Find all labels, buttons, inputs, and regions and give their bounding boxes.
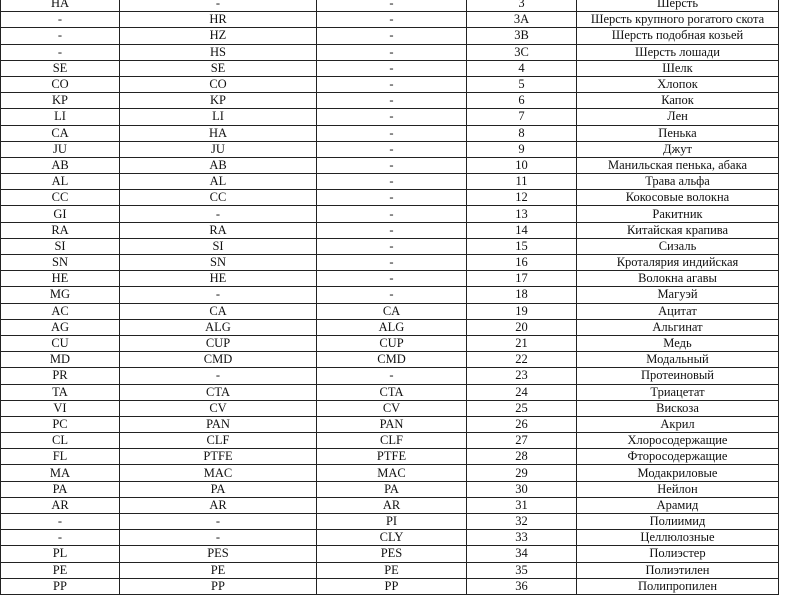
number-cell: 4 (467, 60, 577, 76)
code-col-1: CC (1, 190, 120, 206)
code-col-2: - (120, 206, 317, 222)
code-col-1: FL (1, 449, 120, 465)
table-row (1, 157, 779, 173)
code-col-2: - (120, 0, 317, 12)
table-row (1, 238, 779, 254)
code-col-1: CU (1, 335, 120, 351)
code-col-1: HE (1, 271, 120, 287)
code-col-1: CL (1, 433, 120, 449)
code-col-2: - (120, 287, 317, 303)
fiber-name-cell: Полипропилен (577, 578, 779, 594)
code-col-1: AL (1, 174, 120, 190)
fiber-name-cell: Джут (577, 141, 779, 157)
code-col-2: CC (120, 190, 317, 206)
code-col-1: MA (1, 465, 120, 481)
table-row (1, 141, 779, 157)
code-col-3: - (317, 174, 467, 190)
code-col-1: PA (1, 481, 120, 497)
code-col-1: CO (1, 76, 120, 92)
number-cell: 18 (467, 287, 577, 303)
code-col-3: - (317, 190, 467, 206)
fiber-name-cell: Китайская крапива (577, 222, 779, 238)
code-col-1: SE (1, 60, 120, 76)
code-col-2: AB (120, 157, 317, 173)
code-col-1: JU (1, 141, 120, 157)
table-row (1, 384, 779, 400)
number-cell: 19 (467, 303, 577, 319)
code-col-3: - (317, 206, 467, 222)
table-row (1, 93, 779, 109)
number-cell: 27 (467, 433, 577, 449)
fiber-name-cell: Шерсть подобная козьей (577, 28, 779, 44)
number-cell: 20 (467, 319, 577, 335)
code-col-1: SN (1, 255, 120, 271)
table-row (1, 319, 779, 335)
table-row (1, 368, 779, 384)
number-cell: 30 (467, 481, 577, 497)
fiber-name-cell: Хлоросодержащие (577, 433, 779, 449)
code-col-1: PL (1, 546, 120, 562)
number-cell: 24 (467, 384, 577, 400)
fiber-name-cell: Сизаль (577, 238, 779, 254)
number-cell: 16 (467, 255, 577, 271)
table-row (1, 416, 779, 432)
code-col-2: HZ (120, 28, 317, 44)
table-row (1, 44, 779, 60)
code-col-2: HS (120, 44, 317, 60)
code-col-3: - (317, 76, 467, 92)
table-row (1, 465, 779, 481)
code-col-1: MD (1, 352, 120, 368)
code-col-1: AR (1, 497, 120, 513)
table-row (1, 481, 779, 497)
number-cell: 13 (467, 206, 577, 222)
fiber-name-cell: Лен (577, 109, 779, 125)
code-col-3: PE (317, 562, 467, 578)
fiber-name-cell: Целлюлозные (577, 530, 779, 546)
code-col-2: CMD (120, 352, 317, 368)
code-col-1: KP (1, 93, 120, 109)
number-cell: 14 (467, 222, 577, 238)
number-cell: 32 (467, 514, 577, 530)
code-col-2: KP (120, 93, 317, 109)
table-row (1, 12, 779, 28)
table-row (1, 174, 779, 190)
fiber-name-cell: Хлопок (577, 76, 779, 92)
number-cell: 21 (467, 335, 577, 351)
code-col-2: PES (120, 546, 317, 562)
code-col-3: - (317, 255, 467, 271)
code-col-2: AR (120, 497, 317, 513)
code-col-3: - (317, 157, 467, 173)
code-col-1: AC (1, 303, 120, 319)
fiber-name-cell: Протеиновый (577, 368, 779, 384)
code-col-3: - (317, 287, 467, 303)
code-col-2: - (120, 530, 317, 546)
code-col-1: - (1, 12, 120, 28)
number-cell: 26 (467, 416, 577, 432)
code-col-2: PA (120, 481, 317, 497)
fiber-name-cell: Трава альфа (577, 174, 779, 190)
code-col-1: MG (1, 287, 120, 303)
fiber-name-cell: Магуэй (577, 287, 779, 303)
code-col-1: - (1, 28, 120, 44)
table-row (1, 109, 779, 125)
code-col-3: - (317, 125, 467, 141)
number-cell: 25 (467, 400, 577, 416)
code-col-2: SI (120, 238, 317, 254)
code-col-3: CLY (317, 530, 467, 546)
fiber-name-cell: Полиимид (577, 514, 779, 530)
code-col-1: TA (1, 384, 120, 400)
fiber-name-cell: Арамид (577, 497, 779, 513)
fiber-name-cell: Шерсть крупного рогатого скота (577, 12, 779, 28)
fiber-name-cell: Модальный (577, 352, 779, 368)
fiber-name-cell: Пенька (577, 125, 779, 141)
code-col-3: - (317, 368, 467, 384)
number-cell: 3 (467, 0, 577, 12)
fiber-name-cell: Модакриловые (577, 465, 779, 481)
table-row (1, 449, 779, 465)
code-col-2: CLF (120, 433, 317, 449)
table-row (1, 190, 779, 206)
code-col-2: HA (120, 125, 317, 141)
code-col-3: - (317, 109, 467, 125)
number-cell: 28 (467, 449, 577, 465)
fiber-name-cell: Фторосодержащие (577, 449, 779, 465)
table-row (1, 433, 779, 449)
table-row (1, 352, 779, 368)
code-col-2: - (120, 514, 317, 530)
number-cell: 8 (467, 125, 577, 141)
table-row (1, 287, 779, 303)
fiber-name-cell: Ацитат (577, 303, 779, 319)
code-col-3: AR (317, 497, 467, 513)
code-col-1: VI (1, 400, 120, 416)
fiber-name-cell: Кокосовые волокна (577, 190, 779, 206)
table-row (1, 562, 779, 578)
fiber-name-cell: Шерсть (577, 0, 779, 12)
code-col-3: CUP (317, 335, 467, 351)
number-cell: 11 (467, 174, 577, 190)
code-col-3: PTFE (317, 449, 467, 465)
table-row (1, 206, 779, 222)
code-col-2: LI (120, 109, 317, 125)
table-row (1, 335, 779, 351)
number-cell: 10 (467, 157, 577, 173)
table-row (1, 514, 779, 530)
code-col-1: RA (1, 222, 120, 238)
code-col-2: HR (120, 12, 317, 28)
number-cell: 6 (467, 93, 577, 109)
code-col-2: SN (120, 255, 317, 271)
code-col-2: CA (120, 303, 317, 319)
code-col-1: PC (1, 416, 120, 432)
code-col-1: - (1, 530, 120, 546)
code-col-3: - (317, 28, 467, 44)
fiber-name-cell: Ракитник (577, 206, 779, 222)
number-cell: 12 (467, 190, 577, 206)
number-cell: 23 (467, 368, 577, 384)
number-cell: 9 (467, 141, 577, 157)
fiber-name-cell: Триацетат (577, 384, 779, 400)
code-col-1: AB (1, 157, 120, 173)
table-row (1, 578, 779, 594)
code-col-3: - (317, 93, 467, 109)
code-col-3: PAN (317, 416, 467, 432)
code-col-2: AL (120, 174, 317, 190)
code-col-3: MAC (317, 465, 467, 481)
number-cell: 3A (467, 12, 577, 28)
fiber-name-cell: Нейлон (577, 481, 779, 497)
number-cell: 31 (467, 497, 577, 513)
number-cell: 36 (467, 578, 577, 594)
number-cell: 35 (467, 562, 577, 578)
code-col-3: PP (317, 578, 467, 594)
number-cell: 5 (467, 76, 577, 92)
code-col-2: PAN (120, 416, 317, 432)
table-row (1, 255, 779, 271)
fiber-name-cell: Медь (577, 335, 779, 351)
code-col-2: SE (120, 60, 317, 76)
fiber-name-cell: Шелк (577, 60, 779, 76)
table-row (1, 530, 779, 546)
code-col-1: HA (1, 0, 120, 12)
code-col-2: RA (120, 222, 317, 238)
code-col-3: CMD (317, 352, 467, 368)
code-col-1: SI (1, 238, 120, 254)
fiber-name-cell: Альгинат (577, 319, 779, 335)
fiber-name-cell: Волокна агавы (577, 271, 779, 287)
code-col-2: CUP (120, 335, 317, 351)
code-col-1: - (1, 44, 120, 60)
code-col-3: - (317, 271, 467, 287)
table-row (1, 303, 779, 319)
number-cell: 3C (467, 44, 577, 60)
code-col-3: PES (317, 546, 467, 562)
fiber-name-cell: Полиэстер (577, 546, 779, 562)
code-col-3: PA (317, 481, 467, 497)
number-cell: 17 (467, 271, 577, 287)
number-cell: 7 (467, 109, 577, 125)
code-col-3: - (317, 44, 467, 60)
fiber-name-cell: Капок (577, 93, 779, 109)
code-col-3: - (317, 141, 467, 157)
code-col-1: LI (1, 109, 120, 125)
code-col-3: - (317, 238, 467, 254)
code-col-1: PE (1, 562, 120, 578)
code-col-2: CTA (120, 384, 317, 400)
code-col-3: - (317, 12, 467, 28)
number-cell: 15 (467, 238, 577, 254)
code-col-2: HE (120, 271, 317, 287)
fiber-name-cell: Полиэтилен (577, 562, 779, 578)
code-col-2: JU (120, 141, 317, 157)
fiber-name-cell: Кроталярия индийская (577, 255, 779, 271)
code-col-2: - (120, 368, 317, 384)
code-col-3: - (317, 0, 467, 12)
table-row (1, 76, 779, 92)
fiber-name-cell: Шерсть лошади (577, 44, 779, 60)
table-row (1, 60, 779, 76)
code-col-3: - (317, 60, 467, 76)
table-row (1, 400, 779, 416)
code-col-2: PTFE (120, 449, 317, 465)
table-row (1, 0, 779, 12)
table-row (1, 28, 779, 44)
code-col-3: CTA (317, 384, 467, 400)
table-row (1, 497, 779, 513)
fiber-name-cell: Вискоза (577, 400, 779, 416)
code-col-2: PE (120, 562, 317, 578)
number-cell: 33 (467, 530, 577, 546)
code-col-3: ALG (317, 319, 467, 335)
number-cell: 34 (467, 546, 577, 562)
table-row (1, 222, 779, 238)
code-col-1: - (1, 514, 120, 530)
fiber-codes-table-body (1, 0, 779, 594)
code-col-1: AG (1, 319, 120, 335)
table-row (1, 546, 779, 562)
table-row (1, 271, 779, 287)
code-col-1: CA (1, 125, 120, 141)
number-cell: 22 (467, 352, 577, 368)
code-col-2: ALG (120, 319, 317, 335)
fiber-name-cell: Манильская пенька, абака (577, 157, 779, 173)
code-col-2: CO (120, 76, 317, 92)
fiber-name-cell: Акрил (577, 416, 779, 432)
number-cell: 3B (467, 28, 577, 44)
number-cell: 29 (467, 465, 577, 481)
code-col-2: MAC (120, 465, 317, 481)
table-row (1, 125, 779, 141)
code-col-3: - (317, 222, 467, 238)
code-col-3: CV (317, 400, 467, 416)
code-col-1: PR (1, 368, 120, 384)
code-col-3: CA (317, 303, 467, 319)
code-col-3: PI (317, 514, 467, 530)
code-col-1: PP (1, 578, 120, 594)
code-col-2: PP (120, 578, 317, 594)
code-col-3: CLF (317, 433, 467, 449)
code-col-1: GI (1, 206, 120, 222)
code-col-2: CV (120, 400, 317, 416)
